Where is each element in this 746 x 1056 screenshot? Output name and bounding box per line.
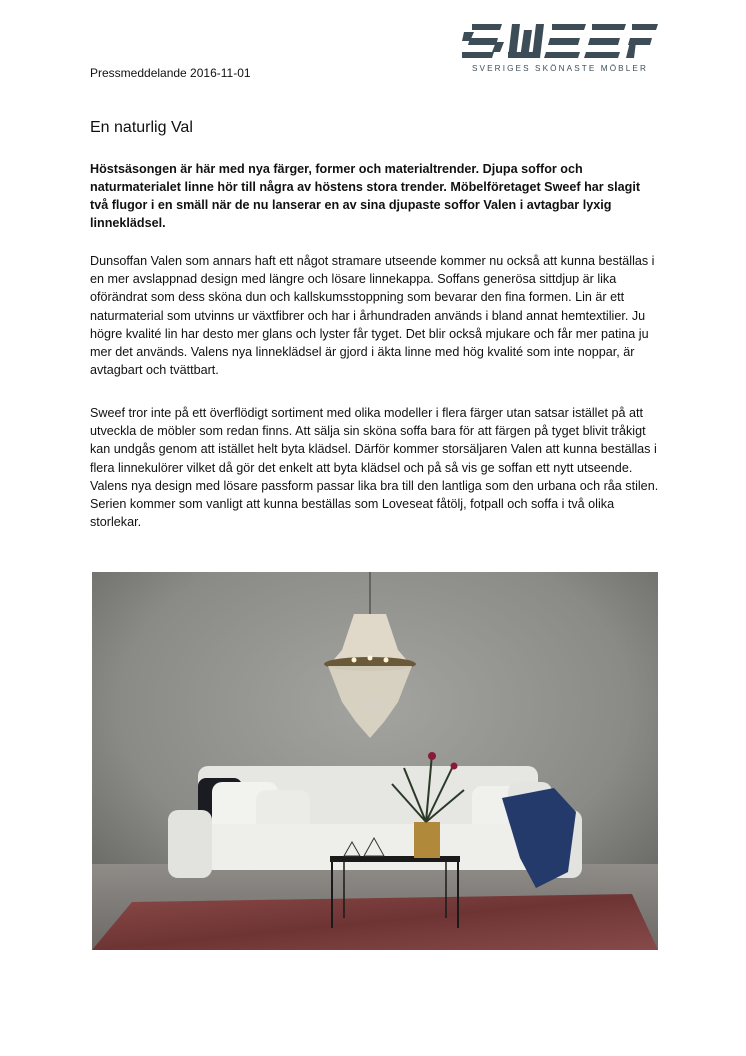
- article-paragraph-1: Dunsoffan Valen som annars haft ett något stramare utseende kommer nu också att kunna beställas i en mer avslappnad design med längre och lösare linnekappa. Soffans generösa sittdjup är lika oförändrat som dess sköna dun och kallskumsstoppning som bevarar den fina formen. Lin är ett naturmaterial som utvinns ur växtfibrer och har i århundraden används i bland annat hemtextilier. Ju högre kvalité lin har desto mer glans och lyster får tyget. Det blir också mjukare och får mer patina ju mer det används. Valens nya linneklädsel är gjord i äkta linne med hög kvalité som inte noppar, är avtagbart och tvättbart.: [90, 254, 655, 378]
- sofa-photo: [92, 572, 658, 950]
- press-release-date: Pressmeddelande 2016-11-01: [90, 66, 251, 80]
- logo-tagline: SVERIGES SKÖNASTE MÖBLER: [472, 64, 648, 73]
- article-paragraph-2: Sweef tror inte på ett överflödigt sortiment med olika modeller i flera färger utan satsar istället på att utveckla de möbler som redan finns. Att sälja sin sköna soffa bara för att färgen på tyget blivit tråkigt kan undgås genom att istället helt byta klädsel. Därför kommer storsäljaren Valen att kunna beställas i flera linnekulörer vilket då gör det enkelt att byta klädsel och på så vis ge soffan ett nytt utseende. Valens nya design med lösare passform passar lika bra till den lantliga som den urbana och råa stilen. Serien kommer som vanligt att kunna beställas som Loveseat fåtölj, fotpall och soffa i två olika storlekar.: [90, 406, 659, 530]
- article-title: En naturlig Val: [90, 119, 193, 136]
- article-lead: Höstsäsongen är här med nya färger, former och materialtrender. Djupa soffor och naturmaterialet linne hör till några av höstens stora trender. Möbelföretaget Sweef har slagit två flugor i en smäll när de nu lanserar en av sina djupaste soffor Valen i avtagbar lyxig linneklädsel.: [90, 162, 641, 230]
